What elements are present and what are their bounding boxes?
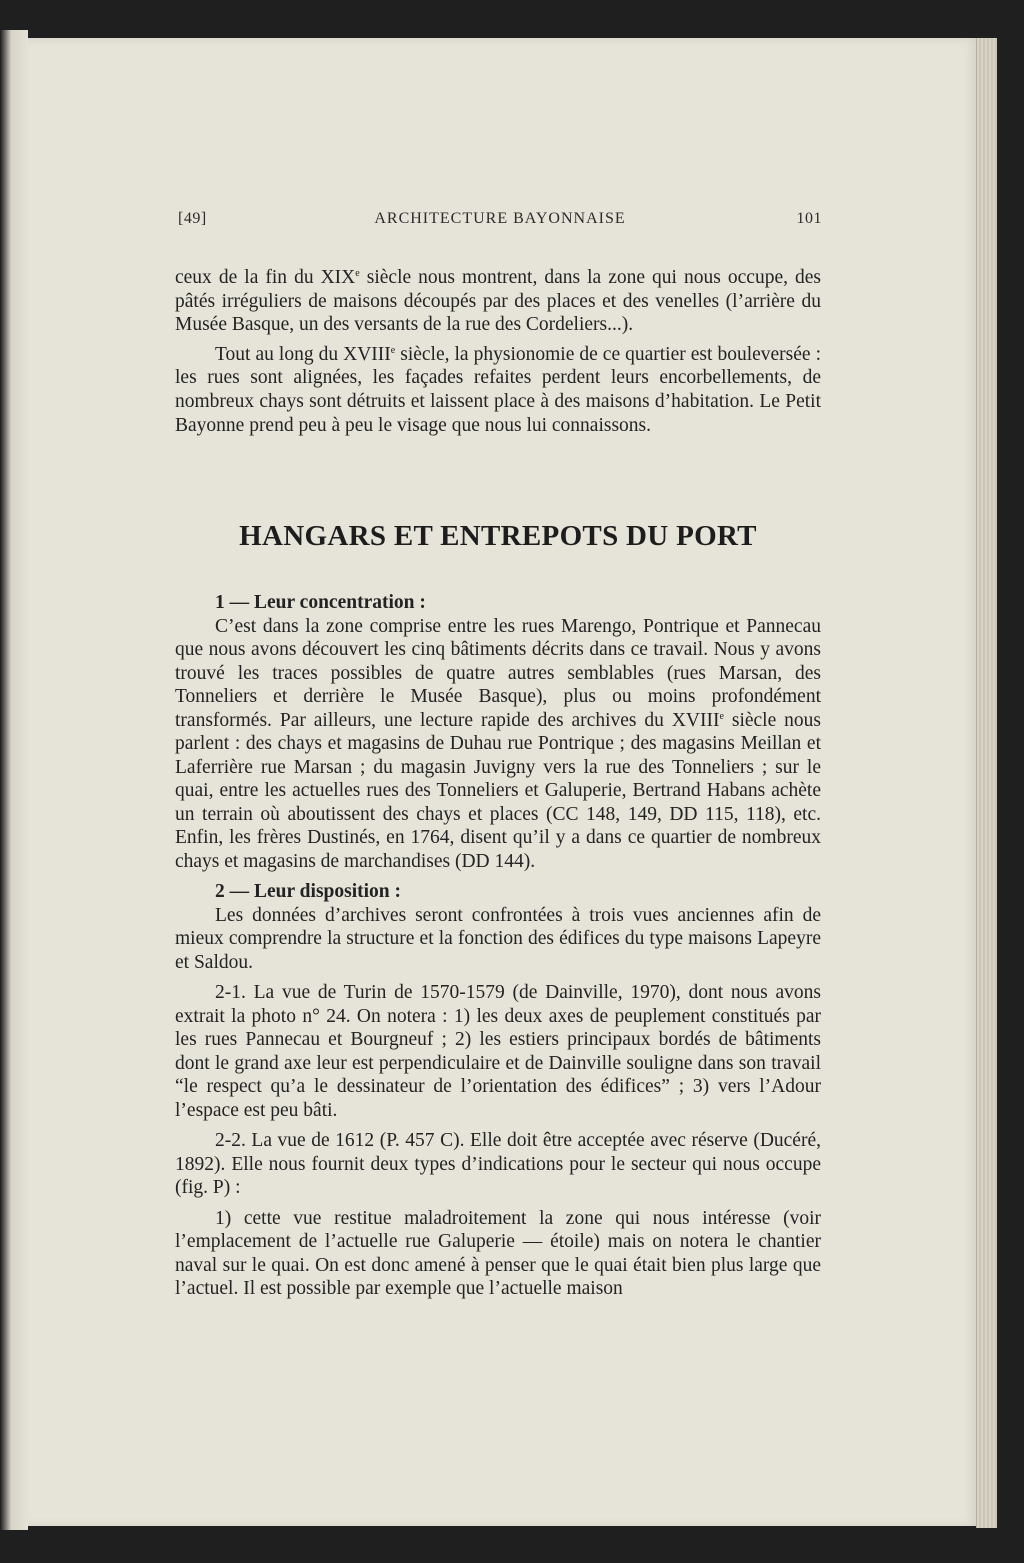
- page-stack-edges: [976, 38, 997, 1528]
- paragraph-disposition: Les données d’archives seront confrontées à trois vues anciennes afin de mieux comprendre la structure et la fonction des édifices du type maisons Lapeyre et Saldou.: [175, 904, 821, 973]
- paragraph-concentration: C’est dans la zone comprise entre les rues Marengo, Pontrique et Pannecau que nous avons découvert les cinq bâtiments décrits dans ce travail. Nous y avons trouvé les traces possibles de quatre autres semblables (rues Marsan, des Tonneliers et derrière le Musée Basque), plus ou moins profondément transformés. Par ailleurs, une lecture rapide des archives du XVIIIe siècle nous parlent : des chays et magasins de Duhau rue Pontrique ; des magasins Meillan et Laferrière rue Marsan ; du magasin Juvigny vers la rue des Tonneliers ; sur le quai, entre les actuelles rues des Tonneliers et Galuperie, Bertrand Habans achète un terrain où aboutissent des chays et places (CC 148, 149, DD 115, 118), etc. Enfin, les frères Dustinés, en 1764, disent qu’il y a dans ce quartier de nombreux chays et magasins de marchandises (DD 144).: [175, 615, 822, 872]
- header-title: ARCHITECTURE BAYONNAISE: [374, 210, 626, 227]
- section-heading: HANGARS ET ENTREPOTS DU PORT: [239, 520, 757, 552]
- paragraph-chantier-naval: 1) cette vue restitue maladroitement la zone qui nous intéresse (voir l’emplacement de l’actuelle rue Galuperie — étoile) mais on notera le chantier naval sur le quai. On est donc amené à penser que le quai était bien plus large que l’actuel. Il est possible par exemple que l’actuelle maison: [175, 1207, 821, 1299]
- intro-paragraph-1: ceux de la fin du XIXe siècle nous montrent, dans la zone qui nous occupe, des pâtés irréguliers de maisons découpés par des places et des venelles (l’arrière du Musée Basque, un des versants de la rue des Cordeliers...).: [175, 267, 821, 336]
- paragraph-vue-1612: 2-2. La vue de 1612 (P. 457 C). Elle doit être acceptée avec réserve (Ducéré, 1892). Elle nous fournit deux types d’indications pour le secteur qui nous occupe (fig. P) :: [175, 1130, 821, 1198]
- header-section-number: [49]: [178, 210, 207, 227]
- section-body: [175, 591, 821, 1301]
- subheading-concentration: 1 — Leur concentration :: [215, 592, 426, 613]
- running-header: [178, 206, 822, 234]
- subheading-disposition: 2 — Leur disposition :: [215, 881, 402, 902]
- paragraph-vue-turin: 2-1. La vue de Turin de 1570-1579 (de Dainville, 1970), dont nous avons extrait la photo n° 24. On notera : 1) les deux axes de peuplement constitués par les rues Pannecau et Bourgneuf ; 2) les estiers principaux bordés de bâtiments dont le grand axe leur est perpendiculaire et de Dainville souligne dans son travail “le respect qu’a le dessinateur de l’orientation des édifices” ; 3) vers l’Adour l’espace est peu bâti.: [175, 982, 821, 1121]
- intro-text: [175, 266, 821, 437]
- facing-page-edge: [0, 30, 28, 1530]
- intro-paragraph-2: Tout au long du XVIIIe siècle, la physionomie de ce quartier est bouleversée : les rues sont alignées, les façades refaites perdent leurs encorbellements, de nombreux chays sont détruits et laissent place à des maisons d’habitation. Le Petit Bayonne prend peu à peu le visage que nous lui connaissons.: [175, 343, 822, 436]
- page-number: 101: [796, 210, 822, 227]
